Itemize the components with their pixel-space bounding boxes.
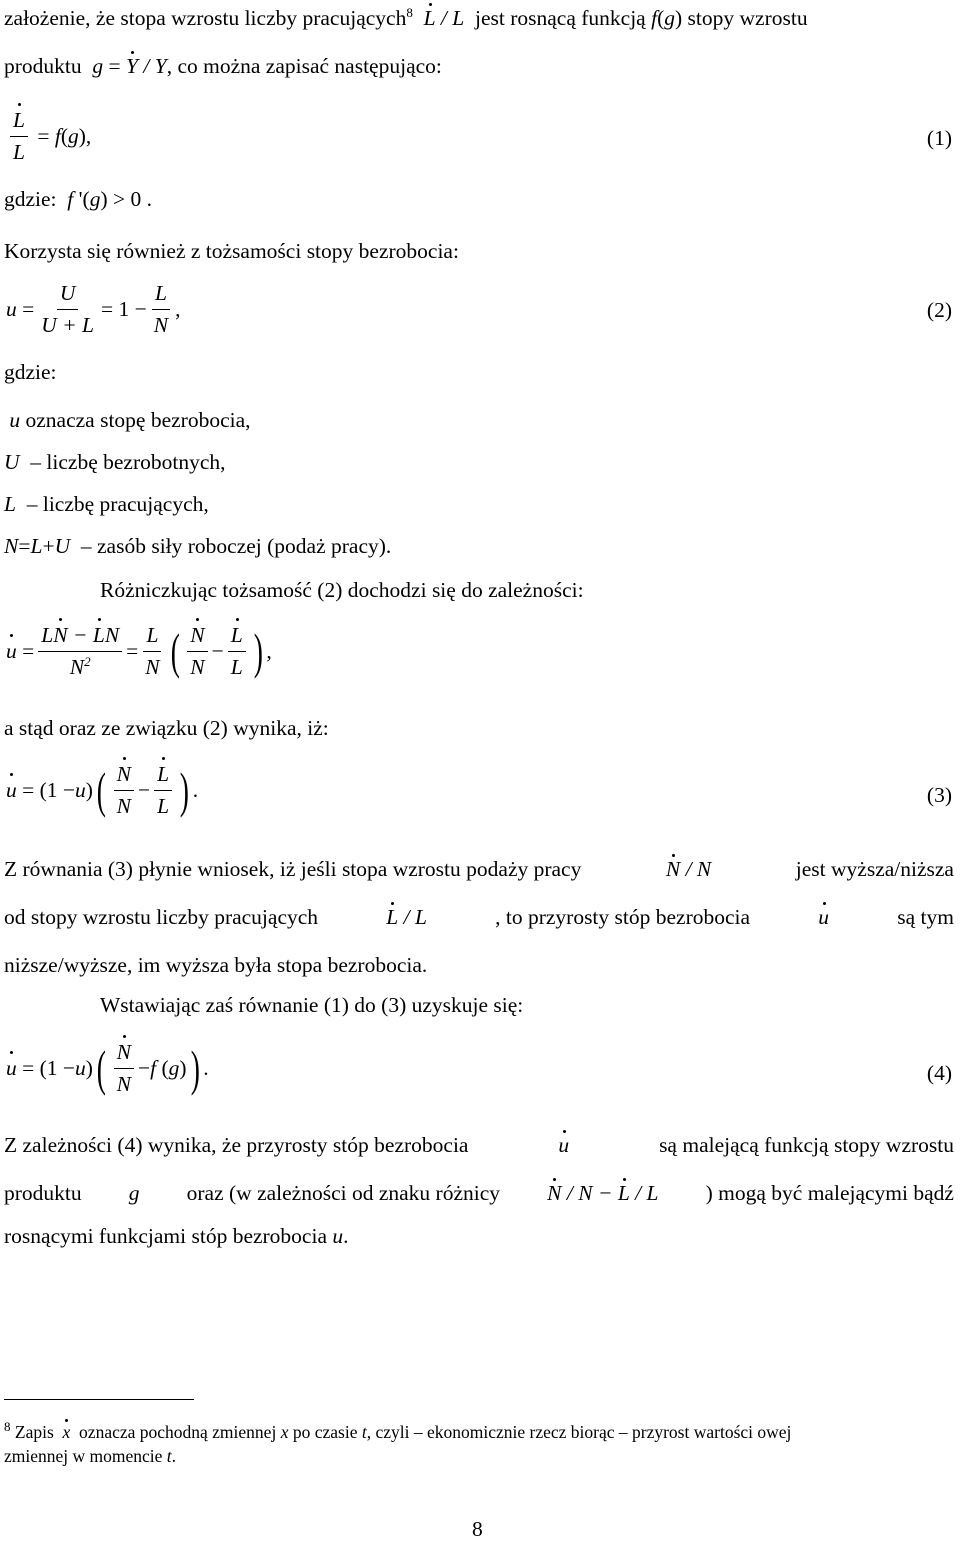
text-gdzie: gdzie:	[4, 360, 57, 384]
paragraph-2-line-1: Z zależności (4) wynika, że przyrosty stóp bezrobocia u są malejącą funkcją stopy wzrostu	[4, 1133, 954, 1157]
condition-line: gdzie: f '(g) > 0 .	[4, 187, 152, 211]
paragraph-1-line-1: Z równania (3) płynie wniosek, iż jeśli stopa wzrostu podaży pracy N / N jest wyższa/niższa	[4, 857, 954, 881]
text-rozniczkujac: Różniczkując tożsamość (2) dochodzi się do zależności:	[100, 578, 584, 602]
definition-U: U – liczbę bezrobotnych,	[4, 450, 226, 474]
text-a-stad: a stąd oraz ze związku (2) wynika, iż:	[4, 716, 329, 740]
definition-N: N=L+U – zasób siły roboczej (podaż pracy).	[4, 534, 392, 558]
footnote-line-1: $^8$ Zapis x oznacza pochodną zmiennej x po czasie t, czyli – ekonomicznie rzecz biorąc – przyrost wartości owej	[4, 1419, 792, 1442]
footnote-line-2: zmiennej w momencie t.	[4, 1446, 177, 1466]
equation-3-number: (3)	[926, 783, 952, 807]
equation-1: $\frac{L}{L}$ = f(g),	[6, 108, 91, 164]
footnote-separator	[4, 1399, 194, 1400]
equation-3: u = (1 − u ) ( $\frac{N}{N}$ − $\frac{L}{L}$ ) .	[6, 762, 199, 819]
paragraph-2-line-3: rosnącymi funkcjami stóp bezrobocia u.	[4, 1224, 349, 1248]
footnote-ref: 8	[406, 5, 413, 20]
text-korzysta: Korzysta się również z tożsamości stopy bezrobocia:	[4, 239, 459, 263]
definition-u: u oznacza stopę bezrobocia,	[9, 408, 251, 432]
text-line-2: produktu g = Y / Y, co można zapisać następująco:	[4, 54, 442, 78]
paragraph-1-line-3: niższe/wyższe, im wyższa była stopa bezrobocia.	[4, 953, 428, 977]
equation-derivative: u = $\frac{LN - LN}{N^2}$ = $\frac{L}{N}$ ( $\frac{N}{N}$ − $\frac{L}{L}$ ) ,	[6, 623, 272, 680]
paragraph-2-line-2: produktu g oraz (w zależności od znaku różnicy N / N − L / L ) mogą być malejącymi bądź	[4, 1181, 954, 1205]
definition-L: L – liczbę pracujących,	[4, 492, 209, 516]
text-line-1: założenie, że stopa wzrostu liczby pracujących$^8$ L / L jest rosnącą funkcją f(g) stopy wzrostu	[4, 5, 808, 31]
equation-1-number: (1)	[926, 126, 952, 150]
equation-2: u = $\frac{U}{U + L}$ = 1 − $\frac{L}{N}$ ,	[6, 281, 181, 337]
text-wstawiajac: Wstawiając zaś równanie (1) do (3) uzyskuje się:	[100, 993, 524, 1017]
equation-4-number: (4)	[926, 1061, 952, 1085]
paragraph-1-line-2: od stopy wzrostu liczby pracujących L / L , to przyrosty stóp bezrobocia u są tym	[4, 905, 954, 929]
equation-4: u = (1 − u ) ( $\frac{N}{N}$ − f ( g ) ) .	[6, 1040, 209, 1097]
equation-2-number: (2)	[926, 298, 952, 322]
page-number: 8	[472, 1517, 483, 1541]
